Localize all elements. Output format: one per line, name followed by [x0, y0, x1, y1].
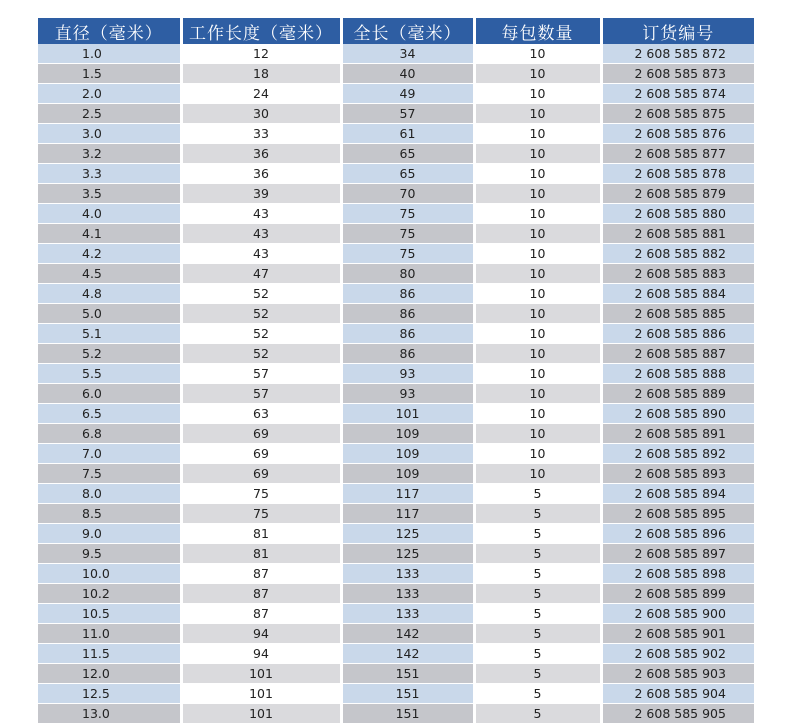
diameter-cell: 4.1: [38, 224, 181, 244]
total-length-cell: 75: [341, 224, 474, 244]
total-length-cell: 86: [341, 284, 474, 304]
order-number-cell: 2 608 585 895: [601, 504, 754, 524]
pack-quantity-cell: 10: [474, 304, 601, 324]
order-number-cell: 2 608 585 873: [601, 64, 754, 84]
total-length-cell: 65: [341, 144, 474, 164]
table-row: [38, 444, 754, 464]
pack-quantity-cell: 10: [474, 344, 601, 364]
table-row: [38, 244, 754, 264]
table-row: [38, 644, 754, 664]
diameter-cell: 4.2: [38, 244, 181, 264]
order-number-cell: 2 608 585 890: [601, 404, 754, 424]
order-number-cell: 2 608 585 893: [601, 464, 754, 484]
diameter-cell: 1.5: [38, 64, 181, 84]
order-number-cell: 2 608 585 882: [601, 244, 754, 264]
table-row: [38, 84, 754, 104]
total-length-cell: 40: [341, 64, 474, 84]
working-length-cell: 101: [181, 664, 341, 684]
pack-quantity-cell: 10: [474, 184, 601, 204]
pack-quantity-cell: 10: [474, 264, 601, 284]
total-length-cell: 75: [341, 204, 474, 224]
table-row: [38, 604, 754, 624]
total-length-cell: 133: [341, 564, 474, 584]
pack-quantity-cell: 10: [474, 284, 601, 304]
working-length-cell: 52: [181, 284, 341, 304]
diameter-cell: 10.0: [38, 564, 181, 584]
pack-quantity-cell: 10: [474, 404, 601, 424]
total-length-cell: 109: [341, 424, 474, 444]
total-length-cell: 109: [341, 464, 474, 484]
total-length-cell: 61: [341, 124, 474, 144]
order-number-cell: 2 608 585 902: [601, 644, 754, 664]
diameter-cell: 7.5: [38, 464, 181, 484]
diameter-cell: 5.0: [38, 304, 181, 324]
working-length-cell: 33: [181, 124, 341, 144]
order-number-cell: 2 608 585 888: [601, 364, 754, 384]
pack-quantity-cell: 10: [474, 364, 601, 384]
order-number-cell: 2 608 585 877: [601, 144, 754, 164]
pack-quantity-cell: 10: [474, 44, 601, 64]
pack-quantity-cell: 5: [474, 484, 601, 504]
total-length-cell: 75: [341, 244, 474, 264]
pack-quantity-cell: 5: [474, 644, 601, 664]
working-length-cell: 52: [181, 304, 341, 324]
table-row: [38, 344, 754, 364]
total-length-cell: 151: [341, 684, 474, 704]
pack-quantity-cell: 10: [474, 424, 601, 444]
table-row: [38, 144, 754, 164]
table-row: [38, 424, 754, 444]
order-number-cell: 2 608 585 889: [601, 384, 754, 404]
diameter-cell: 8.5: [38, 504, 181, 524]
working-length-cell: 39: [181, 184, 341, 204]
table-row: [38, 224, 754, 244]
working-length-cell: 52: [181, 344, 341, 364]
header-pack-quantity: 每包数量: [474, 18, 601, 44]
working-length-cell: 57: [181, 384, 341, 404]
order-number-cell: 2 608 585 900: [601, 604, 754, 624]
order-number-cell: 2 608 585 896: [601, 524, 754, 544]
table-row: [38, 104, 754, 124]
table-row: [38, 704, 754, 724]
table-row: [38, 624, 754, 644]
diameter-cell: 3.0: [38, 124, 181, 144]
working-length-cell: 69: [181, 444, 341, 464]
working-length-cell: 87: [181, 604, 341, 624]
total-length-cell: 86: [341, 304, 474, 324]
total-length-cell: 101: [341, 404, 474, 424]
diameter-cell: 12.0: [38, 664, 181, 684]
order-number-cell: 2 608 585 878: [601, 164, 754, 184]
order-number-cell: 2 608 585 899: [601, 584, 754, 604]
working-length-cell: 81: [181, 544, 341, 564]
header-order-number: 订货编号: [601, 18, 754, 44]
diameter-cell: 5.5: [38, 364, 181, 384]
table-row: [38, 564, 754, 584]
table-row: [38, 184, 754, 204]
pack-quantity-cell: 5: [474, 524, 601, 544]
pack-quantity-cell: 10: [474, 384, 601, 404]
total-length-cell: 86: [341, 324, 474, 344]
working-length-cell: 57: [181, 364, 341, 384]
working-length-cell: 63: [181, 404, 341, 424]
table-row: [38, 404, 754, 424]
pack-quantity-cell: 10: [474, 124, 601, 144]
pack-quantity-cell: 5: [474, 504, 601, 524]
working-length-cell: 101: [181, 684, 341, 704]
diameter-cell: 4.5: [38, 264, 181, 284]
diameter-cell: 3.3: [38, 164, 181, 184]
order-number-cell: 2 608 585 903: [601, 664, 754, 684]
working-length-cell: 94: [181, 624, 341, 644]
working-length-cell: 36: [181, 164, 341, 184]
table-row: [38, 584, 754, 604]
header-working-length: 工作长度（毫米）: [181, 18, 341, 44]
table-row: [38, 384, 754, 404]
table-row: [38, 544, 754, 564]
diameter-cell: 11.5: [38, 644, 181, 664]
diameter-cell: 9.0: [38, 524, 181, 544]
working-length-cell: 18: [181, 64, 341, 84]
header-total-length: 全长（毫米）: [341, 18, 474, 44]
diameter-cell: 3.5: [38, 184, 181, 204]
order-number-cell: 2 608 585 874: [601, 84, 754, 104]
total-length-cell: 133: [341, 584, 474, 604]
total-length-cell: 133: [341, 604, 474, 624]
table-row: [38, 464, 754, 484]
table-row: [38, 524, 754, 544]
diameter-cell: 11.0: [38, 624, 181, 644]
table-row: [38, 164, 754, 184]
table-row: [38, 284, 754, 304]
total-length-cell: 80: [341, 264, 474, 284]
pack-quantity-cell: 5: [474, 584, 601, 604]
table-row: [38, 204, 754, 224]
pack-quantity-cell: 5: [474, 664, 601, 684]
total-length-cell: 151: [341, 704, 474, 724]
order-number-cell: 2 608 585 886: [601, 324, 754, 344]
working-length-cell: 52: [181, 324, 341, 344]
table-row: [38, 364, 754, 384]
diameter-cell: 10.2: [38, 584, 181, 604]
table-header-row: [38, 18, 754, 44]
working-length-cell: 75: [181, 484, 341, 504]
order-number-cell: 2 608 585 897: [601, 544, 754, 564]
total-length-cell: 109: [341, 444, 474, 464]
working-length-cell: 69: [181, 464, 341, 484]
total-length-cell: 151: [341, 664, 474, 684]
table-row: [38, 124, 754, 144]
table-row: [38, 304, 754, 324]
order-number-cell: 2 608 585 872: [601, 44, 754, 64]
working-length-cell: 43: [181, 224, 341, 244]
order-number-cell: 2 608 585 904: [601, 684, 754, 704]
pack-quantity-cell: 5: [474, 604, 601, 624]
working-length-cell: 87: [181, 584, 341, 604]
diameter-cell: 4.8: [38, 284, 181, 304]
diameter-cell: 12.5: [38, 684, 181, 704]
table-row: [38, 684, 754, 704]
order-number-cell: 2 608 585 881: [601, 224, 754, 244]
working-length-cell: 75: [181, 504, 341, 524]
diameter-cell: 6.0: [38, 384, 181, 404]
total-length-cell: 125: [341, 544, 474, 564]
working-length-cell: 87: [181, 564, 341, 584]
table-row: [38, 324, 754, 344]
working-length-cell: 30: [181, 104, 341, 124]
total-length-cell: 142: [341, 624, 474, 644]
diameter-cell: 13.0: [38, 704, 181, 724]
pack-quantity-cell: 10: [474, 84, 601, 104]
table-row: [38, 264, 754, 284]
diameter-cell: 1.0: [38, 44, 181, 64]
order-number-cell: 2 608 585 894: [601, 484, 754, 504]
order-number-cell: 2 608 585 901: [601, 624, 754, 644]
working-length-cell: 43: [181, 244, 341, 264]
pack-quantity-cell: 10: [474, 104, 601, 124]
order-number-cell: 2 608 585 885: [601, 304, 754, 324]
table-row: [38, 504, 754, 524]
pack-quantity-cell: 5: [474, 704, 601, 724]
pack-quantity-cell: 5: [474, 684, 601, 704]
order-number-cell: 2 608 585 879: [601, 184, 754, 204]
total-length-cell: 70: [341, 184, 474, 204]
table-row: [38, 664, 754, 684]
working-length-cell: 47: [181, 264, 341, 284]
diameter-cell: 5.2: [38, 344, 181, 364]
total-length-cell: 65: [341, 164, 474, 184]
total-length-cell: 117: [341, 484, 474, 504]
table-row: [38, 484, 754, 504]
pack-quantity-cell: 10: [474, 464, 601, 484]
pack-quantity-cell: 10: [474, 224, 601, 244]
working-length-cell: 24: [181, 84, 341, 104]
total-length-cell: 142: [341, 644, 474, 664]
working-length-cell: 36: [181, 144, 341, 164]
diameter-cell: 7.0: [38, 444, 181, 464]
total-length-cell: 125: [341, 524, 474, 544]
order-number-cell: 2 608 585 880: [601, 204, 754, 224]
pack-quantity-cell: 10: [474, 164, 601, 184]
order-number-cell: 2 608 585 875: [601, 104, 754, 124]
pack-quantity-cell: 10: [474, 204, 601, 224]
diameter-cell: 10.5: [38, 604, 181, 624]
pack-quantity-cell: 10: [474, 444, 601, 464]
order-number-cell: 2 608 585 905: [601, 704, 754, 724]
pack-quantity-cell: 10: [474, 324, 601, 344]
diameter-cell: 3.2: [38, 144, 181, 164]
pack-quantity-cell: 5: [474, 564, 601, 584]
order-number-cell: 2 608 585 876: [601, 124, 754, 144]
table-row: [38, 44, 754, 64]
order-number-cell: 2 608 585 883: [601, 264, 754, 284]
pack-quantity-cell: 10: [474, 64, 601, 84]
working-length-cell: 12: [181, 44, 341, 64]
working-length-cell: 43: [181, 204, 341, 224]
total-length-cell: 117: [341, 504, 474, 524]
total-length-cell: 34: [341, 44, 474, 64]
total-length-cell: 49: [341, 84, 474, 104]
pack-quantity-cell: 10: [474, 144, 601, 164]
drill-spec-table: [38, 18, 754, 724]
order-number-cell: 2 608 585 891: [601, 424, 754, 444]
diameter-cell: 2.0: [38, 84, 181, 104]
table-row: [38, 64, 754, 84]
diameter-cell: 9.5: [38, 544, 181, 564]
diameter-cell: 6.5: [38, 404, 181, 424]
pack-quantity-cell: 5: [474, 624, 601, 644]
order-number-cell: 2 608 585 887: [601, 344, 754, 364]
diameter-cell: 6.8: [38, 424, 181, 444]
total-length-cell: 86: [341, 344, 474, 364]
header-diameter: 直径（毫米）: [38, 18, 181, 44]
working-length-cell: 69: [181, 424, 341, 444]
working-length-cell: 81: [181, 524, 341, 544]
diameter-cell: 5.1: [38, 324, 181, 344]
total-length-cell: 57: [341, 104, 474, 124]
diameter-cell: 8.0: [38, 484, 181, 504]
order-number-cell: 2 608 585 892: [601, 444, 754, 464]
order-number-cell: 2 608 585 884: [601, 284, 754, 304]
total-length-cell: 93: [341, 384, 474, 404]
working-length-cell: 101: [181, 704, 341, 724]
diameter-cell: 4.0: [38, 204, 181, 224]
pack-quantity-cell: 5: [474, 544, 601, 564]
total-length-cell: 93: [341, 364, 474, 384]
order-number-cell: 2 608 585 898: [601, 564, 754, 584]
working-length-cell: 94: [181, 644, 341, 664]
diameter-cell: 2.5: [38, 104, 181, 124]
pack-quantity-cell: 10: [474, 244, 601, 264]
table-body: [38, 44, 754, 724]
